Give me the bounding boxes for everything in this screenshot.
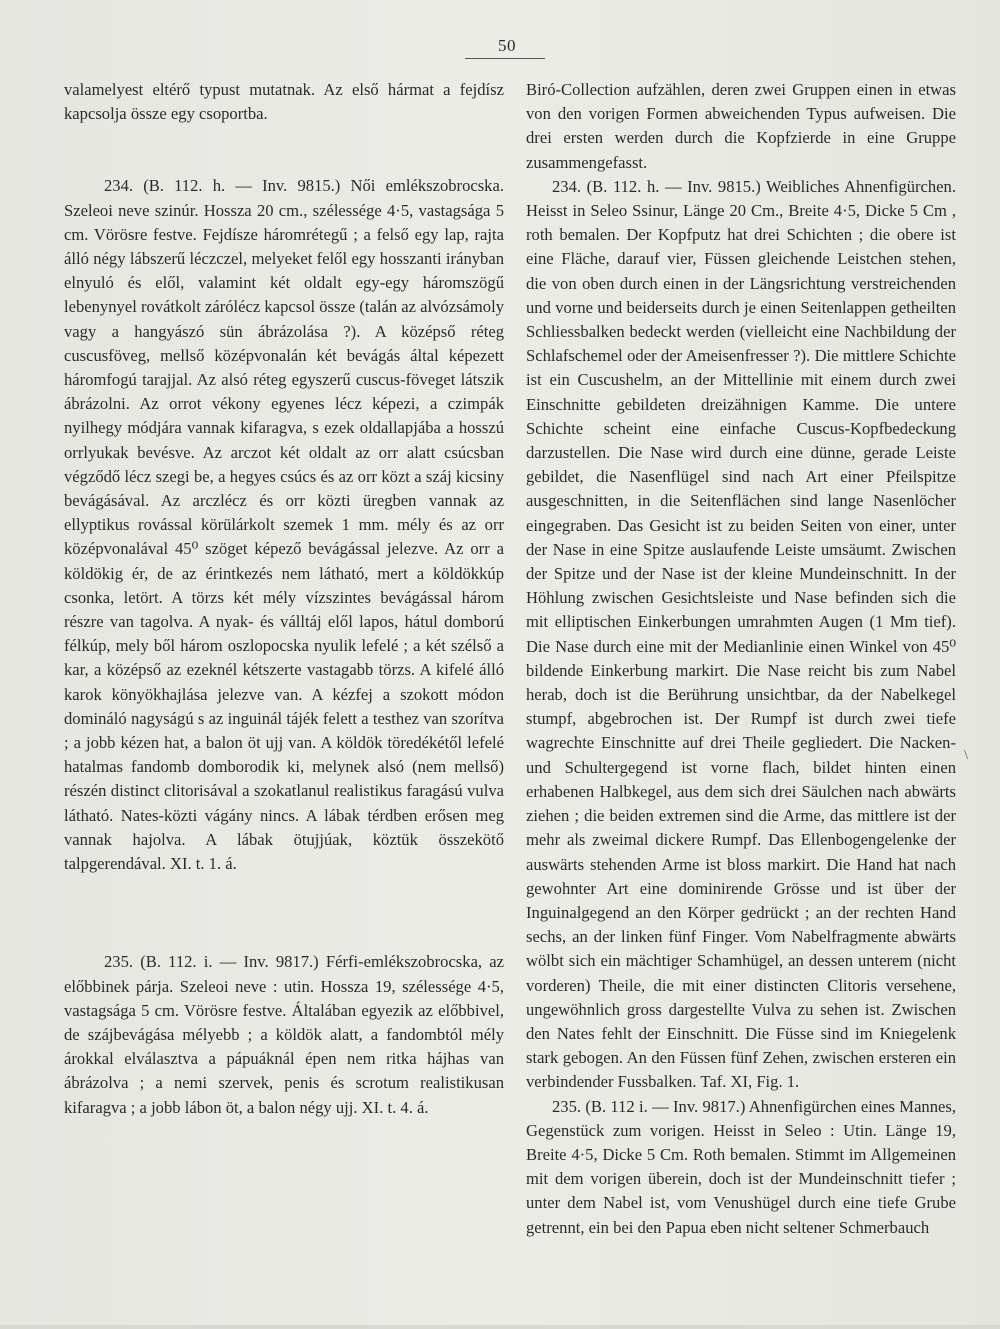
left-intro-paragraph: valamelyest eltérő typust mutatnak. Az első hármat a fejdísz kapcsolja össze egy csoportba. <box>64 80 504 124</box>
page-number: 50 <box>498 36 516 55</box>
left-entry-234: 234. (B. 112. h. — Inv. 9815.) Női emlékszobrocska. Szeleoi neve szinúr. Hossza 20 cm., szélessége 4·5, vastagsága 5 cm. Vörösre festve. Fejdísze háromrétegű ; a felső egy lap, rajta álló négy lábszerű léczczel, melyeket felől egy hosszanti irányban elnyuló és elől, valamint két oldalt egy-egy háromszögű lebenynyel rovátkolt zárólécz kapcsol össze (talán az alvózsámoly vagy a hangyászó sün ábrázolása ?). A középső réteg cuscusföveg, mellső középvonalán két bevágás által képezett háromfogú tarajjal. Az alsó réteg egyszerű cuscus-föveget látszik ábrázolni. Az orrot vékony egyenes lécz képezi, a czimpák nyilhegy módjára vannak kifaragva, s ezek oldallapjába a hosszú orrlyukak bevésve. Az arczot két oldalt az orr alatt csúcsban végződő lécz szegi be, a hegyes csúcs és az orr közt a száj kicsiny bevágásával. Az arczlécz és orr közti üregben vannak az ellyptikus rovással körülárkolt szemek 1 mm. mély és az orr középvonalával 45⁰ szöget képező bevágással jelezve. Az orr a köldökig ér, de az érintkezés nem látható, mert a köldökkúp csonka, letört. A törzs két mély vízszintes bevágással három részre van tagolva. A nyak- és válltáj elől lapos, hátul domború félkúp, mely ből három oszlopocska nyulik lefelé ; a két szélső a kar, a középső az ezeknél kétszerte vastagabb törzs. A kifelé álló karok könyökhajlása jelezve van. A kézfej a szokott módon domináló nagyságú s az inguinál tájék felett a testhez van szorítva ; a jobb kézen hat, a balon öt ujj van. A köldök töredékétől lefelé hatalmas fandomb domborodik ki, melynek alsó (nem mellső) részén distinct clitorisával a szokatlanul realistikus faragású vulva látható. Nates-közti vágány nincs. A lábak térdben erősen meg vannak hajolva. A lábak ötujjúak, köztük összekötő talpgerendával. XI. t. 1. á. <box>64 176 505 874</box>
page-number-rule <box>465 58 545 59</box>
page-bottom-edge <box>0 1325 1000 1329</box>
right-column-german <box>526 78 956 1240</box>
right-intro-paragraph: Biró-Collection aufzählen, deren zwei Gruppen einen in etwas von den vorigen Formen abweichenden Typus aufweisen. Die drei ersten werden durch die Kopfzierde in eine Gruppe zusammengefasst. <box>526 80 956 172</box>
left-entry-235: 235. (B. 112. i. — Inv. 9817.) Férfi-emlékszobrocska, az előbbinek párja. Szeleoi neve : utin. Hossza 19, szélessége 4·5, vastagsága 5 cm. Vörösre festve. Általában egyezik az előbbivel, de szájbevágása mélyebb ; a köldök alatt, a fandombtól mély árokkal elválasztva a pápuáknál épen nem ritka hájhas van ábrázolva ; a nemi szervek, penis és scrotum realistikusan kifaragva ; a jobb lábon öt, a balon négy ujj. XI. t. 4. á. <box>64 952 504 1117</box>
right-entry-234: 234. (B. 112. h. — Inv. 9815.) Weibliches Ahnenfigürchen. Heisst in Seleo Ssinur, Länge 20 Cm., Breite 4·5, Dicke 5 Cm , roth bemalen. Der Kopfputz hat drei Schichten ; die obere ist eine Fläche, darauf vier, Füssen gleichende Leistchen stehen, die von oben durch einen in der Längsrichtung verstreichenden und vorne und beiderseits durch je einen Seitenlappen getheilten Schliessbalken bedeckt werden (vielleicht eine Nachbildung der Schlafschemel oder der Ameisenfresser ?). Die mittlere Schichte ist ein Cuscushelm, an der Mittellinie mit einem durch zwei Einschnitte gebildeten dreizähnigen Kamme. Die untere Schichte scheint eine einfache Cuscus-Kopfbedeckung darzustellen. Die Nase wird durch eine dünne, gerade Leiste gebildet, die Nasenflügel sind nach Art einer Pfeilspitze ausgeschnitten, in die Seitenflächen sind lange Nasenlöcher eingegraben. Das Gesicht ist zu beiden Seiten von einer, unter der Nase in eine Spitze auslaufende Leiste umsäumt. Zwischen der Spitze und der Nase ist der kleine Mundeinschnitt. In der Höhlung zwischen Gesichtsleiste und Nase befinden sich die mit elliptischen Einkerbungen umrahmten Augen (1 Mm tief). Die Nase durch eine mit der Medianlinie einen Winkel von 45⁰ bildende Einkerbung markirt. Die Nase reicht bis zum Nabel herab, doch ist die Berührung unsichtbar, da der Nabelkegel stumpf, abgebrochen ist. Der Rumpf ist durch zwei tiefe wagrechte Einschnitte auf drei Theile gegliedert. Die Nacken- und Schultergegend ist vorne flach, bildet hinten einen erhabenen Halbkegel, aus dem sich drei Säulchen nach abwärts ziehen ; die beiden extremen sind die Arme, das mittlere ist der mehr als zweimal dickere Rumpf. Das Ellenbogengelenke der auswärts stehenden Arme ist bloss markirt. Die Hand hat nach gewohnter Art eine dominirende Grösse und ist über der Inguinalgegend an den Körper gedrückt ; an der rechten Hand sechs, an der linken fünf Finger. Vom Nabelfragmente abwärts wölbt sich ein mächtiger Schamhügel, an dessen unterem (nicht vorderen) Theile, die mit einer distincten Clitoris versehene, ungewöhnlich gross dargestellte Vulva zu sehen ist. Zwischen den Nates fehlt der Einschnitt. Die Füsse sind im Kniegelenk stark gebogen. An den Füssen fünf Zehen, zwischen ersteren ein verbindender Fussbalken. Taf. XI, Fig. 1. <box>526 176 956 1092</box>
right-entry-235: 235. (B. 112 i. — Inv. 9817.) Ahnenfigürchen eines Mannes, Gegenstück zum vorigen. Heisst in Seleo : Utin. Länge 19, Breite 4·5, Dicke 5 Cm. Roth bemalen. Stimmt im Allgemeinen mit dem vorigen überein, doch ist der Mundeinschnitt tiefer ; unter dem Nabel ist, vom Venushügel durch eine tiefe Grube getrennt, ein bei den Papua eben nicht seltener Schmerbauch <box>526 1096 956 1237</box>
margin-mark: \ <box>964 748 968 763</box>
paragraph-spacer <box>64 876 504 950</box>
left-column-hungarian <box>64 78 504 1120</box>
paragraph-spacer <box>64 126 504 174</box>
